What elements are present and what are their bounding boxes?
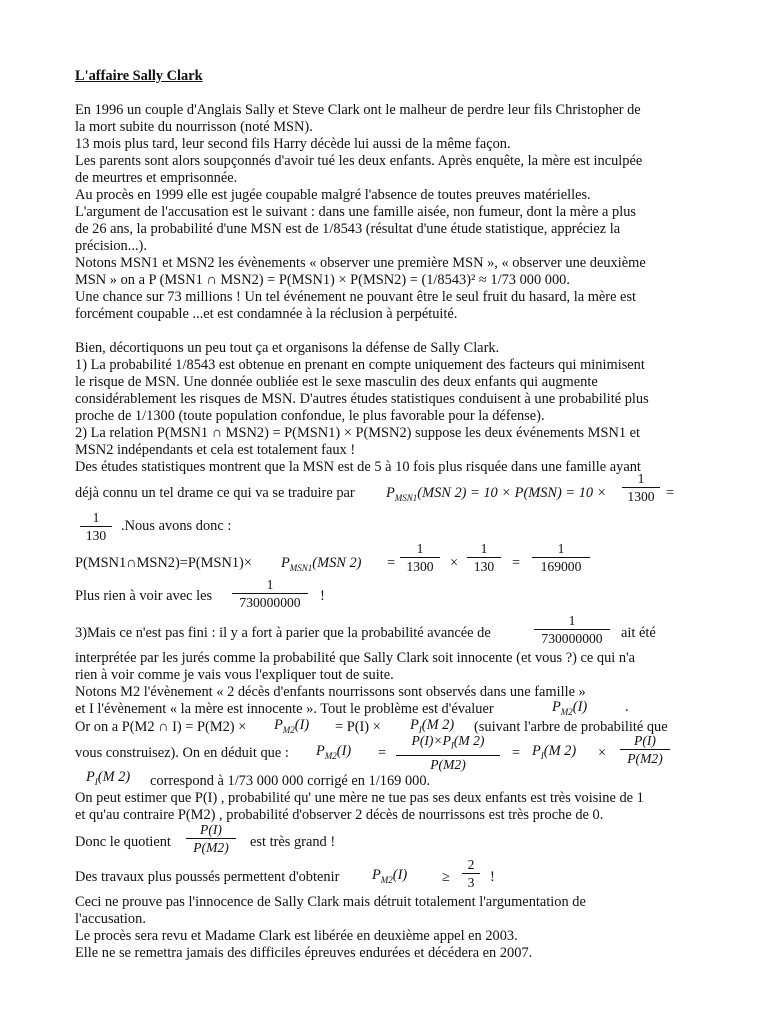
- formula-term: $P_I(M$ 2): [410, 717, 455, 735]
- formula-term: $P_I(M$ 2): [532, 743, 577, 761]
- text-line: proche de 1/1300 (toute population confondue, le plus favorable pour la défense).: [75, 408, 545, 424]
- formula-term: $P_{MSN1}(MSN$ 2): [281, 555, 362, 573]
- fraction: 1 130: [467, 541, 501, 574]
- text-line: !: [320, 588, 325, 604]
- text-line: ait été: [621, 625, 656, 641]
- text-line: Ceci ne prouve pas l'innocence de Sally Clark mais détruit totalement l'argumentation de: [75, 894, 586, 910]
- formula-term: $P_{M2}(I)$: [372, 867, 408, 885]
- text-line: 3)Mais ce n'est pas fini : il y a fort à parier que la probabilité avancée de: [75, 625, 491, 641]
- text-line: Or on a P(M2 ∩ I) = P(M2) ×: [75, 719, 247, 735]
- text-line: précision...).: [75, 238, 147, 254]
- text-line: de meurtres et emprisonnée.: [75, 170, 238, 186]
- text-line: .Nous avons donc :: [121, 518, 232, 534]
- fraction: 1 1300: [622, 471, 660, 504]
- text-line: Notons M2 l'évènement « 2 décès d'enfants nourrissons sont observés dans une famille »: [75, 684, 586, 700]
- fraction: P(I) P(M2): [620, 733, 670, 766]
- text-line: MSN2 indépendants et cela est totalement faux !: [75, 442, 356, 458]
- text-line: Bien, décortiquons un peu tout ça et organisons la défense de Sally Clark.: [75, 340, 500, 356]
- text-line: correspond à 1/73 000 000 corrigé en 1/169 000.: [150, 773, 431, 789]
- formula-term: $P_{M2}(I)$: [552, 699, 588, 717]
- fraction: 1 1300: [400, 541, 440, 574]
- fraction: P(I) P(M2): [186, 822, 236, 855]
- text-line: Elle ne se remettra jamais des difficiles épreuves endurées et décédera en 2007.: [75, 945, 533, 961]
- text-line: P(MSN1∩MSN2)=P(MSN1)×: [75, 555, 252, 571]
- text-line: !: [490, 869, 495, 885]
- text-line: Le procès sera revu et Madame Clark est libérée en deuxième appel en 2003.: [75, 928, 518, 944]
- text-line: 13 mois plus tard, leur second fils Harry décède lui aussi de la même façon.: [75, 136, 511, 152]
- formula-term: $P_{MSN1}(MSN$ 2) = 10 × P(MSN) = 10 ×: [386, 485, 607, 503]
- formula-term: $P_I(M$ 2): [86, 769, 131, 787]
- formula-term: $P_{M2}(I)$: [274, 717, 310, 735]
- text-line: .: [625, 699, 629, 715]
- text-line: En 1996 un couple d'Anglais Sally et Steve Clark ont le malheur de perdre leur fils Christopher de: [75, 102, 641, 118]
- text-line: Une chance sur 73 millions ! Un tel événement ne pouvant être le seul fruit du hasard, la mère est: [75, 289, 637, 305]
- ge-sign: ≥: [442, 869, 450, 885]
- times-sign: ×: [450, 555, 459, 571]
- formula-term: $P_{M2}(I)$: [316, 743, 352, 761]
- text-line: Les parents sont alors soupçonnés d'avoir tué les deux enfants. Après enquête, la mère est inculpée: [75, 153, 643, 169]
- text-line: Des travaux plus poussés permettent d'obtenir: [75, 869, 340, 885]
- document-title: L'affaire Sally Clark: [75, 68, 203, 84]
- text-line: l'accusation.: [75, 911, 146, 927]
- text-line: Donc le quotient: [75, 834, 171, 850]
- text-line: forcément coupable ...et est condamnée à la réclusion à perpétuité.: [75, 306, 458, 322]
- text-line: MSN » on a P (MSN1 ∩ MSN2) = P(MSN1) × P(MSN2) = (1/8543)² ≈ 1/73 000 000.: [75, 272, 570, 288]
- text-line: le risque de MSN. Une donnée oubliée est le sexe masculin des deux enfants qui augmente: [75, 374, 598, 390]
- fraction: 1 169000: [532, 541, 590, 574]
- text-line: = P(I) ×: [335, 719, 381, 735]
- text-line: considérablement les risques de MSN. D'autres études statistiques conduisent à une probabilité plus: [75, 391, 649, 407]
- text-line: L'argument de l'accusation est le suivant : dans une famille aisée, non fumeur, dont la mère a plus: [75, 204, 637, 220]
- equals-sign: =: [378, 745, 387, 761]
- text-line: On peut estimer que P(I) , probabilité qu' une mère ne tue pas ses deux enfants est très voisine de 1: [75, 790, 644, 806]
- text-line: est très grand !: [250, 834, 336, 850]
- text-line: Des études statistiques montrent que la MSN est de 5 à 10 fois plus risquée dans une famille ayant: [75, 459, 641, 475]
- equals-sign: =: [512, 745, 521, 761]
- text-line: Notons MSN1 et MSN2 les évènements « observer une première MSN », « observer une deuxième: [75, 255, 646, 271]
- text-line: rien à voir comme je vais vous l'expliquer tout de suite.: [75, 667, 394, 683]
- fraction: $P(I)\times P_I(M$ 2) P(M2): [396, 733, 500, 772]
- text-line: 2) La relation P(MSN1 ∩ MSN2) = P(MSN1) × P(MSN2) suppose les deux événements MSN1 et: [75, 425, 641, 441]
- fraction: 1 730000000: [534, 613, 610, 646]
- text-line: 1) La probabilité 1/8543 est obtenue en prenant en compte uniquement des facteurs qui minimisent: [75, 357, 645, 373]
- text-line: vous construisez). On en déduit que :: [75, 745, 289, 761]
- text-line: la mort subite du nourrisson (noté MSN).: [75, 119, 313, 135]
- equals-sign: =: [387, 555, 396, 571]
- text-line: et qu'au contraire P(M2) , probabilité d'observer 2 décès de nourrissons est très proche de 0.: [75, 807, 604, 823]
- text-line: déjà connu un tel drame ce qui va se traduire par: [75, 485, 355, 501]
- fraction: 2 3: [462, 857, 480, 890]
- text-line: de 26 ans, la probabilité d'une MSN est de 1/8543 (résultat d'une étude statistique, appréciez la: [75, 221, 621, 237]
- text-line: Plus rien à voir avec les: [75, 588, 213, 604]
- fraction: 1 730000000: [232, 577, 308, 610]
- equals-sign: =: [512, 555, 521, 571]
- times-sign: ×: [598, 745, 607, 761]
- fraction: 1 130: [80, 510, 112, 543]
- text-line: et I l'évènement « la mère est innocente ». Tout le problème est d'évaluer: [75, 701, 494, 717]
- text-line: interprétée par les jurés comme la probabilité que Sally Clark soit innocente (et vous ?) ce qui n'a: [75, 650, 636, 666]
- equals-sign: =: [666, 485, 675, 501]
- text-line: (suivant l'arbre de probabilité que: [474, 719, 668, 735]
- text-line: Au procès en 1999 elle est jugée coupable malgré l'absence de toutes preuves matérielles.: [75, 187, 591, 203]
